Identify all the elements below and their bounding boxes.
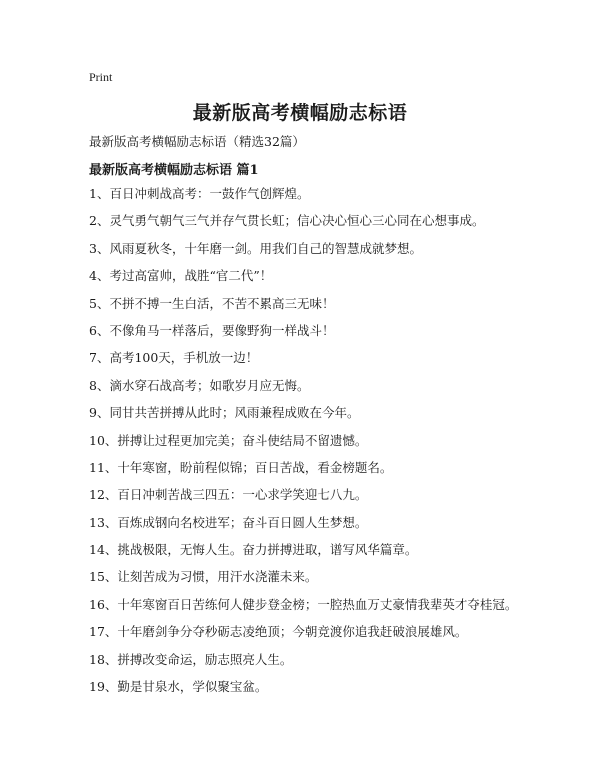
list-item: 11、十年寒窗，盼前程似锦；百日苦战，看金榜题名。 [89,459,393,475]
print-label[interactable]: Print [89,70,113,84]
list-item: 18、拼搏改变命运，励志照亮人生。 [89,651,293,667]
list-item: 10、拼搏让过程更加完美；奋斗使结局不留遗憾。 [89,432,368,448]
list-item: 3、风雨夏秋冬，十年磨一剑。用我们自己的智慧成就梦想。 [89,240,422,256]
list-item: 9、同甘共苦拼搏从此时；风雨兼程成败在今年。 [89,405,360,421]
list-item: 14、挑战极限，无悔人生。奋力拼搏进取，谱写风华篇章。 [89,542,418,558]
list-item: 2、灵气勇气朝气三气并存气贯长虹；信心决心恒心三心同在心想事成。 [89,213,485,229]
list-item: 8、滴水穿石战高考；如歌岁月应无悔。 [89,377,310,393]
list-item: 12、百日冲刺苦战三四五：一心求学笑迎七八九。 [89,487,368,503]
list-item: 6、不像角马一样落后，要像野狗一样战斗！ [89,322,335,338]
list-item: 7、高考100天，手机放一边！ [89,350,259,366]
list-item: 13、百炼成钢向名校进军；奋斗百日圆人生梦想。 [89,514,368,530]
list-item: 1、百日冲刺战高考：一鼓作气创辉煌。 [89,186,310,201]
slogan-list [89,186,517,706]
list-item: 15、让刻苦成为习惯，用汗水浇灌未来。 [89,569,318,585]
list-item: 5、不拼不搏一生白活，不苦不累高三无味！ [89,295,335,311]
list-item: 4、考过高富帅，战胜“官二代”！ [89,268,273,284]
list-item: 17、十年磨剑争分夺秒砺志凌绝顶；今朝竞渡你追我赶破浪展雄风。 [89,624,468,640]
document-subtitle: 最新版高考横幅励志标语（精选32篇） [89,134,305,149]
list-item: 19、勤是甘泉水，学似聚宝盆。 [89,679,268,695]
list-item: 16、十年寒窗百日苦练何人健步登金榜；一腔热血万丈豪情我辈英才夺桂冠。 [89,596,518,612]
section-heading: 最新版高考横幅励志标语 篇1 [89,163,259,178]
page-title: 最新版高考横幅励志标语 [192,102,408,124]
